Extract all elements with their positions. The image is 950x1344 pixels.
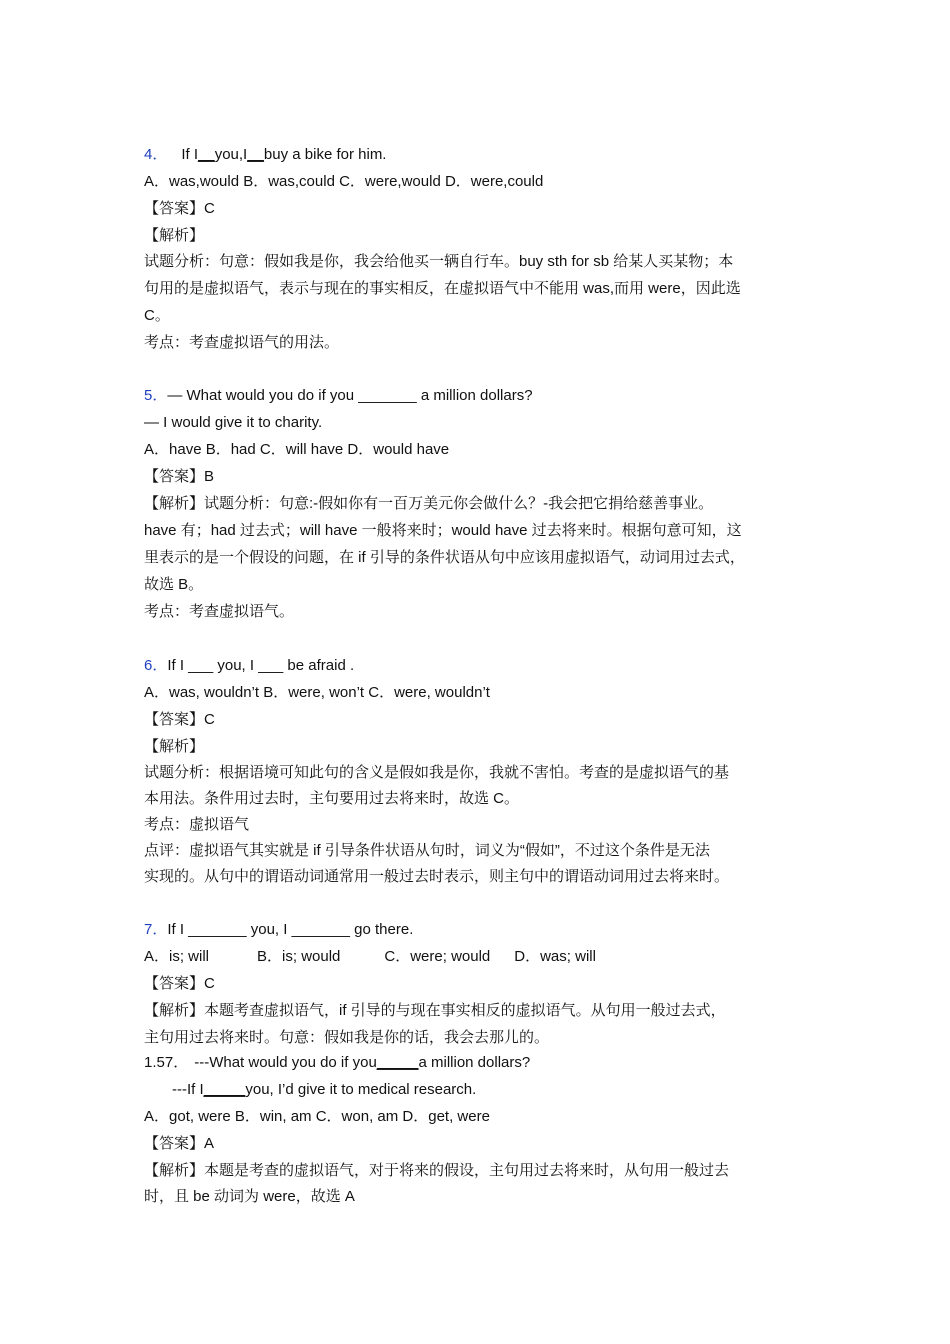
question-157-analysis-line: 【解析】本题是考查的虚拟语气，对于将来的假设，主句用过去将来时，从句用一般过去 (144, 1162, 730, 1179)
question-6-analysis-line: 试题分析：根据语境可知此句的含义是假如我是你，我就不害怕。考查的是虚拟语气的基 (144, 764, 730, 781)
question-157-analysis-line: 时，且 be 动词为 were，故选 A (144, 1188, 355, 1205)
question-7-analysis-line: 【解析】本题考查虚拟语气，if 引导的与现在事实相反的虚拟语气。从句用一般过去式， (144, 1002, 726, 1019)
question-number: 1.57． (144, 1054, 189, 1071)
question-number: 4． (144, 146, 168, 163)
question-5-reply: — I would give it to charity. (144, 414, 323, 431)
blank: _____ (203, 1081, 246, 1098)
option-d: D．was; will (514, 948, 596, 965)
question-6-point: 考点：虚拟语气 (144, 816, 250, 833)
question-4-analysis-line: C。 (144, 307, 170, 324)
question-157-options: A．got, were B．win, am C．won, am D．get, were (144, 1108, 490, 1125)
blank: _____ (376, 1054, 419, 1071)
question-number: 7． (144, 921, 168, 938)
question-5-analysis-line: 【解析】试题分析：句意:-假如你有一百万美元你会做什么？-我会把它捐给慈善事业。 (144, 495, 714, 512)
question-7-options (144, 947, 596, 967)
question-157-answer: 【答案】A (144, 1135, 215, 1152)
question-4-point: 考点：考查虚拟语气的用法。 (144, 334, 340, 351)
question-7-analysis-line: 主句用过去将来时。句意：假如我是你的话，我会去那儿的。 (144, 1029, 550, 1046)
question-7-answer: 【答案】C (144, 975, 215, 992)
question-6-options: A．was, wouldn’t B．were, won’t C．were, wouldn’t (144, 684, 490, 701)
blank: __ (198, 146, 215, 163)
question-6-analysis-head: 【解析】 (144, 738, 205, 755)
question-4-analysis-line: 句用的是虚拟语气，表示与现在的事实相反，在虚拟语气中不能用 was,而用 were，因此选 (144, 280, 741, 297)
question-5-analysis-line: 故选 B。 (144, 576, 204, 593)
question-157-reply: ---If I_____you, I’d give it to medical research. (172, 1081, 477, 1098)
question-157-stem: 1.57． ---What would you do if you_____a million dollars? (144, 1054, 531, 1071)
question-6-comment-line: 实现的。从句中的谓语动词通常用一般过去时表示，则主句中的谓语动词用过去将来时。 (144, 868, 730, 885)
question-5-options: A．have B．had C．will have D．would have (144, 441, 450, 458)
question-4-answer: 【答案】C (144, 200, 215, 217)
question-6-answer: 【答案】C (144, 711, 215, 728)
question-6-stem: 6．If I ___ you, I ___ be afraid . (144, 657, 355, 674)
question-5-answer: 【答案】B (144, 468, 215, 485)
question-4-stem: 4． If I__you,I__buy a bike for him. (144, 146, 387, 163)
question-number: 5． (144, 387, 168, 404)
question-7-stem: 7．If I _______ you, I _______ go there. (144, 921, 414, 938)
question-6-analysis-line: 本用法。条件用过去时，主句要用过去将来时，故选 C。 (144, 790, 520, 807)
option-c: C．were; would (384, 948, 491, 965)
question-5-point: 考点：考查虚拟语气。 (144, 603, 295, 620)
question-5-stem: 5．— What would you do if you _______ a million dollars? (144, 387, 533, 404)
question-5-analysis-line: 里表示的是一个假设的问题，在 if 引导的条件状语从句中应该用虚拟语气，动词用过去式， (144, 549, 745, 566)
question-6-comment-line: 点评：虚拟语气其实就是 if 引导条件状语从句时，词义为“假如”，不过这个条件是无法 (144, 842, 710, 859)
question-5-analysis-line: have 有；had 过去式；will have 一般将来时；would have 过去将来时。根据句意可知，这 (144, 522, 742, 539)
question-4-options: A．was,would B．was,could C．were,would D．were,could (144, 173, 544, 190)
question-4-analysis-head: 【解析】 (144, 227, 205, 244)
blank: __ (247, 146, 264, 163)
option-b: B．is; would (257, 948, 341, 965)
question-number: 6． (144, 657, 168, 674)
question-4-analysis-line: 试题分析：句意：假如我是你，我会给他买一辆自行车。buy sth for sb 给某人买某物；本 (144, 253, 734, 270)
option-a: A．is; will (144, 948, 210, 965)
